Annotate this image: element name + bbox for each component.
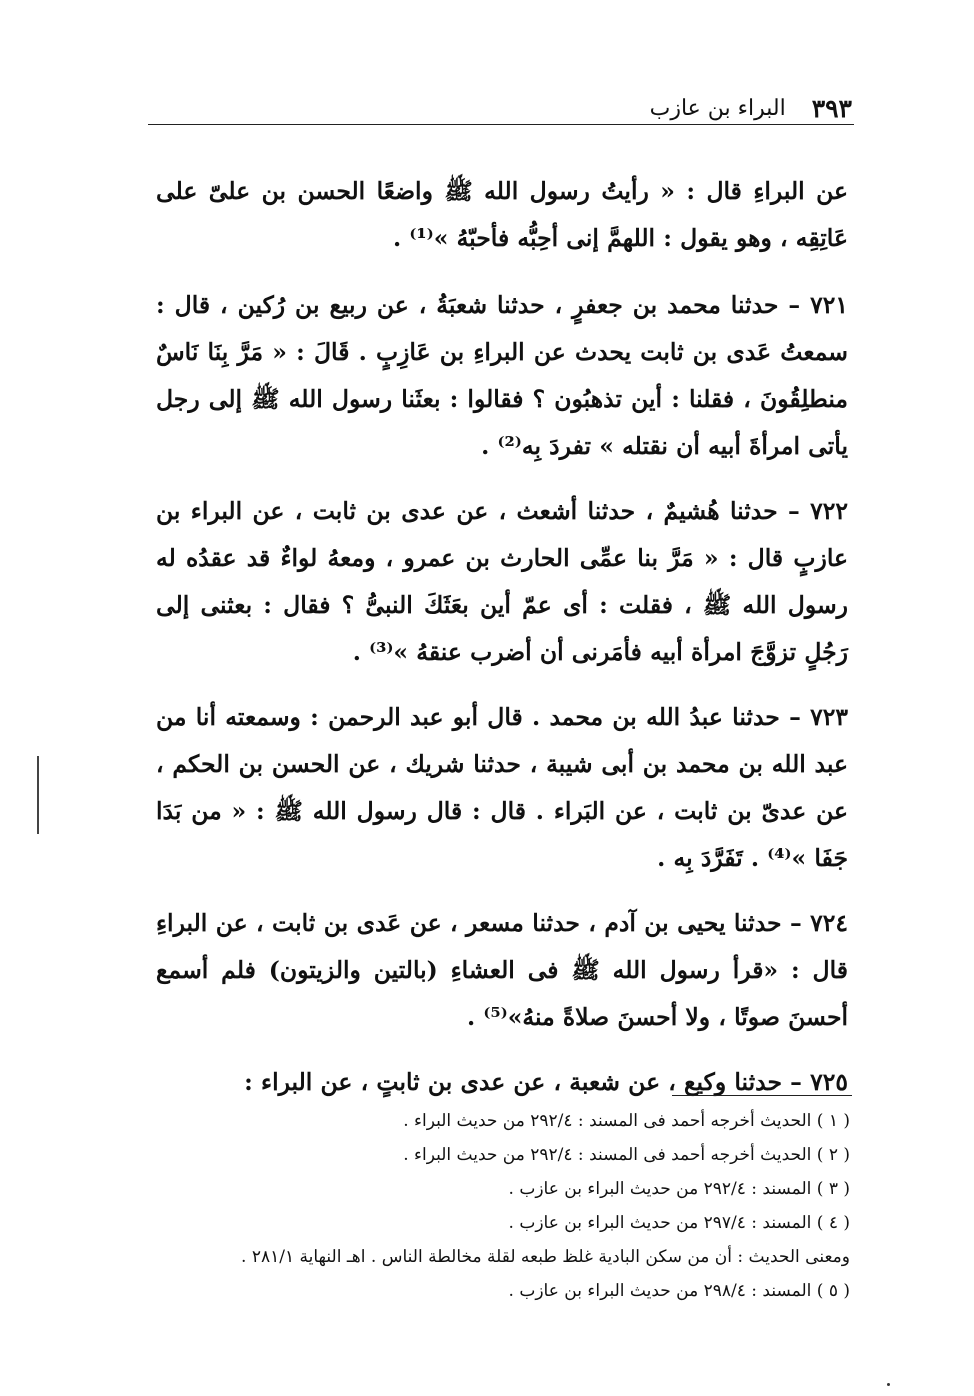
hadith-number: ٧٢٥ (810, 1068, 848, 1096)
hadith-paragraph (156, 1059, 848, 1106)
hadith-paragraph (156, 168, 848, 262)
scan-margin-line (37, 756, 39, 834)
footnote-separator (672, 1095, 852, 1096)
scan-dot (887, 1383, 890, 1386)
hadith-text: – حدثنا يحيى بن آدم ، حدثنا مسعر ، عن عَدى بن ثابت ، عن البراءِ قال : «قرأ رسول الله ﷺ فى العشاءِ (بالتين والزيتون) فلم أسمع أحسنَ صوتًا ، ولا أحسنَ صلاةً منهُ»⁽⁵⁾ . (156, 909, 848, 1031)
footnote: ( ٤ ) المسند : ٢٩٧/٤ من حديث البراء بن عازب . (508, 1213, 850, 1233)
hadith-paragraph (156, 488, 848, 676)
hadith-paragraph (156, 900, 848, 1041)
page-number: ٣٩٣ (811, 93, 852, 123)
main-text (156, 168, 848, 1124)
footnote: ( ٣ ) المسند : ٢٩٢/٤ من حديث البراء بن عازب . (508, 1179, 850, 1199)
header-rule (148, 124, 854, 125)
hadith-text: – حدثنا محمد بن جعفرٍ ، حدثنا شعبَةُ ، عن ربيع بن رُكين ، قال : سمعتُ عَدى بن ثابت يحدث عن البراءِ بن عَازِبٍ . قَالَ : « مَرَّ بِنَا نَاسٌ منطلِقُونَ ، فقلنا : أين تذهبُون ؟ فقالوا : بعثَنا رسول الله ﷺ إلى رجل يأتى امرأةَ أبيه أن نقتله » تفردَ بِه⁽²⁾ . (156, 291, 848, 460)
hadith-number: ٧٢٤ (810, 909, 848, 937)
footnote: ( ٥ ) المسند : ٢٩٨/٤ من حديث البراء بن عازب . (508, 1281, 850, 1301)
footnote-note: ومعنى الحديث : أن من سكن البادية غلظ طبعه لقلة مخالطة الناس . اهـ النهاية ٢٨١/١ . (241, 1247, 850, 1267)
footnotes (150, 1104, 850, 1308)
hadith-text: – حدثنا هُشيمٌ ، حدثنا أشعث ، عن عدى بن ثابت ، عن البراء بن عازبٍ قال : « مَرَّ بنا عمِّى الحارث بن عمرو ، ومعهُ لواءٌ قد عقدُه له رسول الله ﷺ ، فقلت : أى عمّ أين بعَثَكَ النبىُّ ؟ فقال : بعثنى إلى رَجُلٍ تزوَّجَ امرأة أبيه فأمَرنى أن أضرب عنقهُ »⁽³⁾ . (156, 497, 848, 666)
hadith-paragraph (156, 694, 848, 882)
footnote: ( ١ ) الحديث أخرجه أحمد فى المسند : ٢٩٢/٤ من حديث البراء . (403, 1111, 850, 1131)
hadith-text: – حدثنا عبدُ الله بن محمد . قال أبو عبد الرحمن : وسمعته أنا من عبد الله بن محمد بن أبى شيبة ، حدثنا شريك ، عن الحسن بن الحكم ، عن عدىّ بن ثابت ، عن البَراء . قال : قال رسول الله ﷺ : « من بَدَا جَفَا »⁽⁴⁾ . تَفَرَّدَ بِه . (156, 703, 848, 872)
running-title: البراء بن عازب (649, 95, 786, 121)
hadith-text: عن البراءِ قال : « رأيتُ رسول الله ﷺ واضعًا الحسن بن علىّ على عَاتِقِه ، وهو يقول : اللهمَّ إنى أحِبُّه فأحبّهُ »⁽¹⁾ . (156, 177, 848, 252)
footnote: ( ٢ ) الحديث أخرجه أحمد فى المسند : ٢٩٢/٤ من حديث البراء . (403, 1145, 850, 1165)
hadith-number: ٧٢٣ (810, 703, 848, 731)
hadith-number: ٧٢٢ (810, 497, 848, 525)
hadith-paragraph (156, 282, 848, 470)
hadith-number: ٧٢١ (810, 291, 848, 319)
hadith-text: – حدثنا وكيع ، عن شعبة ، عن عدى بن ثابتٍ ، عن البراء : (244, 1068, 802, 1096)
